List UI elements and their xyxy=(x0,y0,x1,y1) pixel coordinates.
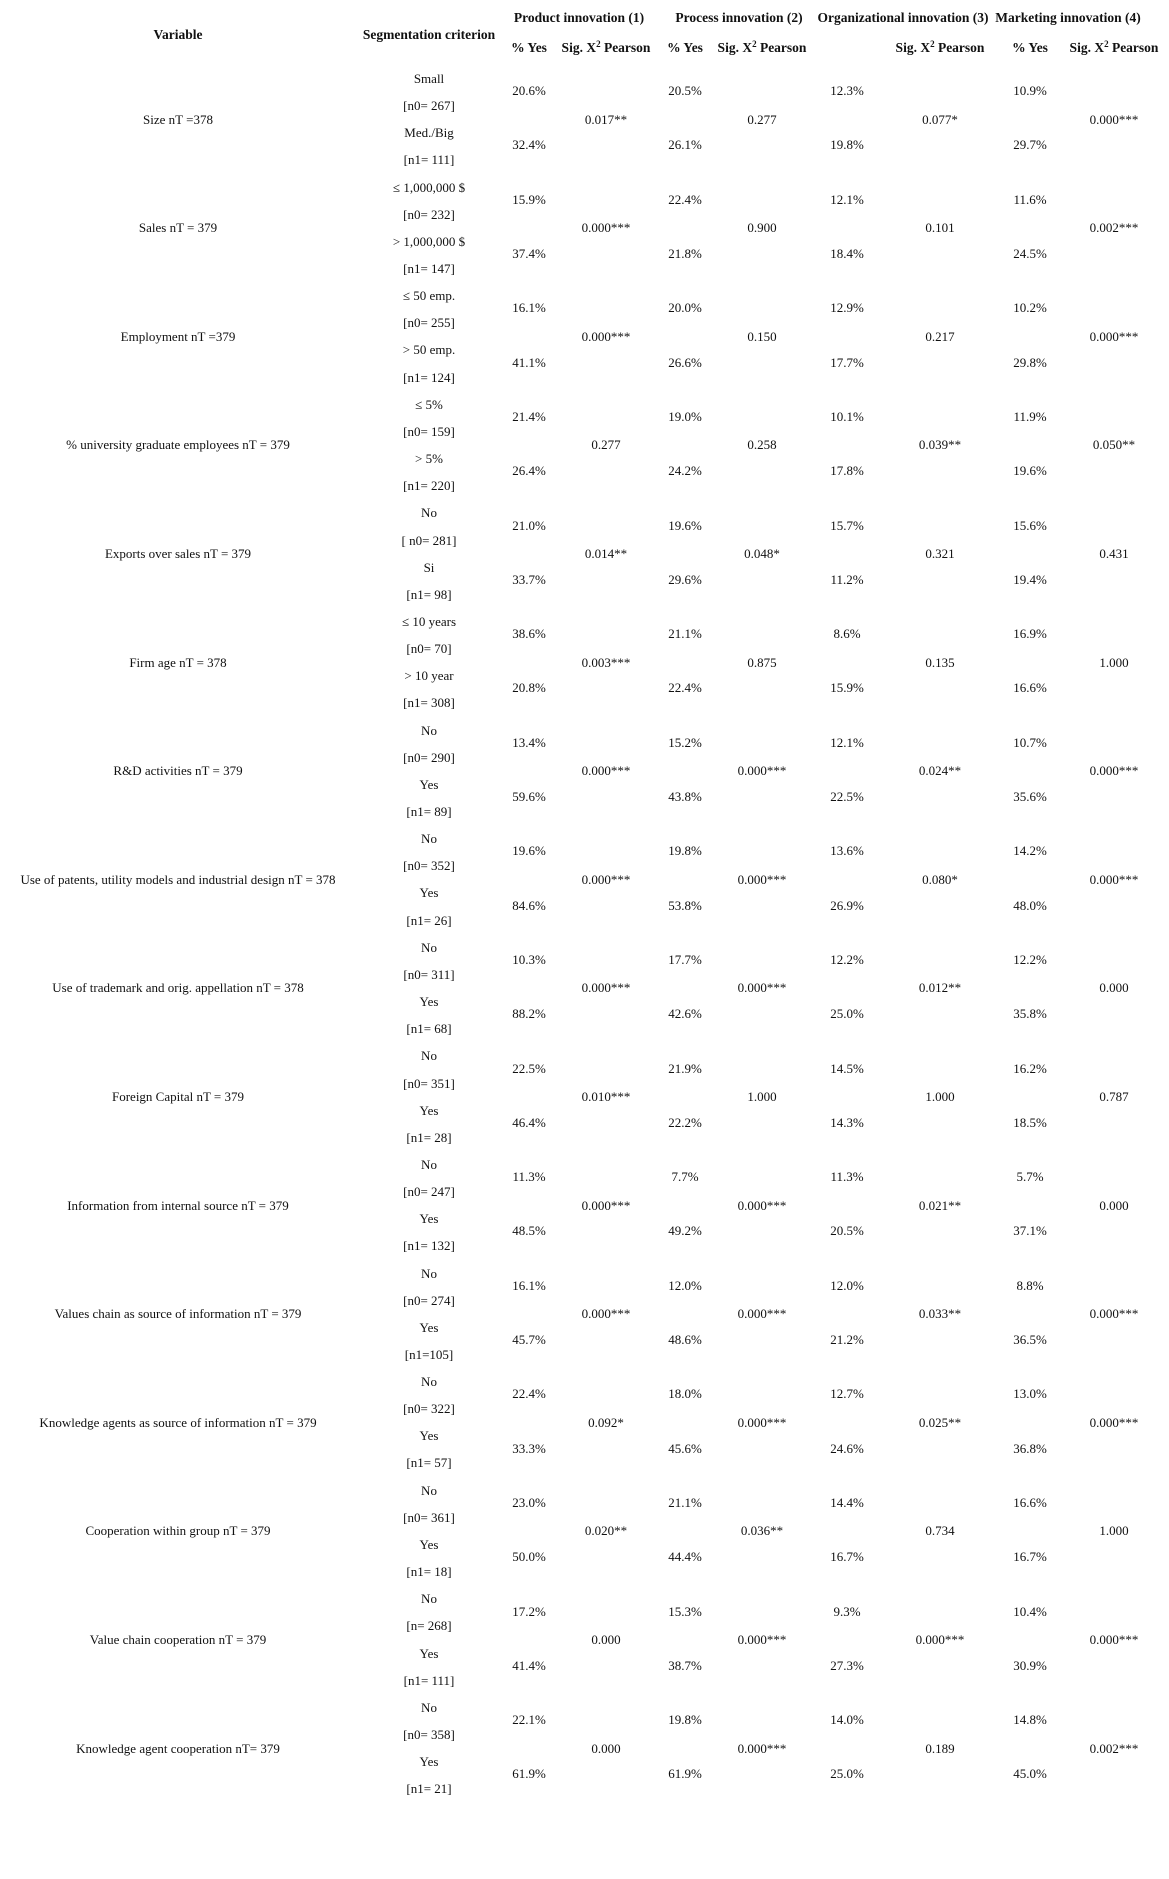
sig-pearson-value: 0.217 xyxy=(925,329,955,344)
segmentation-line: [n0= 70] xyxy=(406,641,452,656)
sig-pearson-value: 0.189 xyxy=(925,1741,955,1756)
segmentation-line: [n0= 255] xyxy=(403,315,455,330)
pct-yes-group1: 33.3% xyxy=(512,1441,546,1456)
segmentation-line: No xyxy=(421,831,437,846)
pct-yes-group1: 45.0% xyxy=(1013,1766,1047,1781)
pct-yes-group1: 16.7% xyxy=(1013,1549,1047,1564)
pct-yes-group0: 16.1% xyxy=(512,1278,546,1293)
sig-pearson-value: 0.875 xyxy=(747,655,777,670)
segmentation-line: [n0= 351] xyxy=(403,1076,455,1091)
pct-yes-group0: 12.0% xyxy=(668,1278,702,1293)
segmentation-line: [n0= 274] xyxy=(403,1293,455,1308)
pct-yes-group1: 48.6% xyxy=(668,1332,702,1347)
variable-label: Knowledge agents as source of information nT = 379 xyxy=(39,1415,317,1430)
pct-yes-group1: 41.4% xyxy=(512,1658,546,1673)
sig-pearson-value: 0.000*** xyxy=(581,329,631,344)
sig-pearson-value: 0.258 xyxy=(747,437,777,452)
pct-yes-group0: 12.2% xyxy=(830,952,864,967)
pct-yes-group1: 24.6% xyxy=(830,1441,864,1456)
header-organizational-innovation: Organizational innovation (3) xyxy=(817,10,989,25)
segmentation-line: ≤ 10 years xyxy=(401,614,457,629)
pct-yes-group0: 7.7% xyxy=(671,1169,699,1184)
pct-yes-group0: 10.4% xyxy=(1013,1604,1047,1619)
variable-label: Use of patents, utility models and industrial design nT = 378 xyxy=(20,872,336,887)
sig-prefix: Sig. X xyxy=(717,40,753,55)
segmentation-line: [n0= 247] xyxy=(403,1184,455,1199)
header-segmentation-criterion: Segmentation criterion xyxy=(362,27,496,42)
sig-prefix: Sig. X xyxy=(1069,40,1105,55)
sig-pearson-value: 0.000*** xyxy=(915,1632,965,1647)
pct-yes-group1: 11.2% xyxy=(830,572,864,587)
segmentation-line: [n1= 132] xyxy=(403,1238,455,1253)
pct-yes-group0: 19.8% xyxy=(668,843,702,858)
pct-yes-group1: 37.1% xyxy=(1013,1223,1047,1238)
subheader-pct-yes: % Yes xyxy=(1012,40,1048,55)
pct-yes-group1: 48.0% xyxy=(1013,898,1047,913)
sig-pearson-value: 0.000*** xyxy=(581,1198,631,1213)
variable-label: Knowledge agent cooperation nT= 379 xyxy=(76,1741,280,1756)
pct-yes-group1: 18.4% xyxy=(830,246,864,261)
sig-pearson-value: 0.000*** xyxy=(581,872,631,887)
variable-label: Size nT =378 xyxy=(143,112,213,127)
segmentation-line: [n1= 98] xyxy=(406,587,452,602)
sig-pearson-value: 0.000*** xyxy=(737,1415,787,1430)
segmentation-line: [n1= 21] xyxy=(406,1781,452,1796)
segmentation-line: [n0= 311] xyxy=(403,967,455,982)
segmentation-line: Med./Big xyxy=(404,125,454,140)
sig-pearson-value: 0.003*** xyxy=(581,655,631,670)
subheader-sig-pearson xyxy=(896,40,985,56)
sig-pearson-value: 0.734 xyxy=(925,1523,955,1538)
sig-pearson-value: 1.000 xyxy=(925,1089,955,1104)
sig-suffix: Pearson xyxy=(600,40,651,55)
pct-yes-group1: 26.1% xyxy=(668,137,702,152)
segmentation-line: [n0= 352] xyxy=(403,858,455,873)
segmentation-line: No xyxy=(421,1157,437,1172)
pct-yes-group1: 21.8% xyxy=(668,246,702,261)
segmentation-line: Yes xyxy=(419,777,439,792)
pct-yes-group0: 21.1% xyxy=(668,1495,702,1510)
pct-yes-group0: 10.1% xyxy=(830,409,864,424)
pct-yes-group1: 20.5% xyxy=(830,1223,864,1238)
subheader-pct-yes: % Yes xyxy=(511,40,547,55)
pct-yes-group0: 15.2% xyxy=(668,735,702,750)
pct-yes-group1: 27.3% xyxy=(830,1658,864,1673)
segmentation-line: [n= 268] xyxy=(406,1618,452,1633)
pct-yes-group0: 19.8% xyxy=(668,1712,702,1727)
pct-yes-group0: 19.6% xyxy=(512,843,546,858)
segmentation-line: [n0= 361] xyxy=(403,1510,455,1525)
pct-yes-group0: 16.6% xyxy=(1013,1495,1047,1510)
header-marketing-innovation: Marketing innovation (4) xyxy=(995,10,1141,25)
sig-pearson-value: 0.000*** xyxy=(1089,1306,1139,1321)
sig-pearson-value: 0.036** xyxy=(740,1523,784,1538)
pct-yes-group1: 20.8% xyxy=(512,680,546,695)
variable-label: Values chain as source of information nT = 379 xyxy=(54,1306,302,1321)
pct-yes-group1: 29.8% xyxy=(1013,355,1047,370)
pct-yes-group1: 21.2% xyxy=(830,1332,864,1347)
segmentation-line: Si xyxy=(423,560,435,575)
pct-yes-group0: 15.6% xyxy=(1013,518,1047,533)
pct-yes-group0: 20.0% xyxy=(668,300,702,315)
pct-yes-group1: 45.7% xyxy=(512,1332,546,1347)
segmentation-line: > 5% xyxy=(415,451,443,466)
pct-yes-group0: 14.8% xyxy=(1013,1712,1047,1727)
pct-yes-group0: 17.2% xyxy=(512,1604,546,1619)
pct-yes-group1: 38.7% xyxy=(668,1658,702,1673)
segmentation-line: [n0= 358] xyxy=(403,1727,455,1742)
pct-yes-group1: 35.6% xyxy=(1013,789,1047,804)
sig-pearson-value: 0.080* xyxy=(922,872,958,887)
pct-yes-group1: 53.8% xyxy=(668,898,702,913)
segmentation-line: [n1= 220] xyxy=(403,478,455,493)
pct-yes-group0: 13.0% xyxy=(1013,1386,1047,1401)
segmentation-line: [n1=105] xyxy=(404,1347,454,1362)
segmentation-line: Yes xyxy=(419,994,439,1009)
pct-yes-group1: 41.1% xyxy=(512,355,546,370)
segmentation-line: > 10 year xyxy=(404,668,454,683)
pct-yes-group1: 49.2% xyxy=(668,1223,702,1238)
pct-yes-group1: 88.2% xyxy=(512,1006,546,1021)
pct-yes-group0: 12.0% xyxy=(830,1278,864,1293)
sig-pearson-value: 0.000*** xyxy=(581,1306,631,1321)
segmentation-line: No xyxy=(421,1483,437,1498)
pct-yes-group1: 25.0% xyxy=(830,1006,864,1021)
segmentation-line: [n1= 28] xyxy=(406,1130,452,1145)
sig-pearson-value: 1.000 xyxy=(747,1089,777,1104)
segmentation-line: No xyxy=(421,1266,437,1281)
pct-yes-group0: 13.4% xyxy=(512,735,546,750)
pct-yes-group1: 17.8% xyxy=(830,463,864,478)
sig-suffix: Pearson xyxy=(934,40,985,55)
pct-yes-group0: 11.9% xyxy=(1013,409,1047,424)
pct-yes-group0: 11.3% xyxy=(830,1169,864,1184)
sig-pearson-value: 0.000 xyxy=(591,1741,621,1756)
pct-yes-group0: 17.7% xyxy=(668,952,702,967)
pct-yes-group0: 12.7% xyxy=(830,1386,864,1401)
pct-yes-group0: 21.1% xyxy=(668,626,702,641)
pct-yes-group1: 44.4% xyxy=(668,1549,702,1564)
pct-yes-group1: 42.6% xyxy=(668,1006,702,1021)
variable-label: Exports over sales nT = 379 xyxy=(104,546,252,561)
sig-pearson-value: 0.020** xyxy=(584,1523,628,1538)
pct-yes-group0: 20.6% xyxy=(512,83,546,98)
variable-label: R&D activities nT = 379 xyxy=(113,763,243,778)
pct-yes-group0: 15.7% xyxy=(830,518,864,533)
pct-yes-group1: 16.6% xyxy=(1013,680,1047,695)
pct-yes-group0: 12.1% xyxy=(830,735,864,750)
sig-pearson-value: 0.000*** xyxy=(581,763,631,778)
pct-yes-group0: 19.6% xyxy=(668,518,702,533)
sig-pearson-value: 0.000*** xyxy=(737,1632,787,1647)
sig-pearson-value: 0.000*** xyxy=(1089,872,1139,887)
pct-yes-group1: 35.8% xyxy=(1013,1006,1047,1021)
pct-yes-group0: 8.8% xyxy=(1016,1278,1044,1293)
segmentation-line: Yes xyxy=(419,885,439,900)
segmentation-line: [n1= 111] xyxy=(403,152,455,167)
segmentation-line: Yes xyxy=(419,1646,439,1661)
sig-pearson-value: 0.039** xyxy=(918,437,962,452)
variable-label: Value chain cooperation nT = 379 xyxy=(89,1632,267,1647)
sig-pearson-value: 0.024** xyxy=(918,763,962,778)
pct-yes-group1: 45.6% xyxy=(668,1441,702,1456)
sig-pearson-value: 0.033** xyxy=(918,1306,962,1321)
pct-yes-group1: 50.0% xyxy=(512,1549,546,1564)
segmentation-line: Small xyxy=(413,71,445,86)
variable-label: % university graduate employees nT = 379 xyxy=(66,437,290,452)
pct-yes-group0: 15.9% xyxy=(512,192,546,207)
segmentation-line: No xyxy=(421,1374,437,1389)
segmentation-line: No xyxy=(421,940,437,955)
subheader-sig-pearson xyxy=(1070,40,1159,56)
segmentation-line: No xyxy=(421,1700,437,1715)
segmentation-line: No xyxy=(421,723,437,738)
pct-yes-group1: 19.6% xyxy=(1013,463,1047,478)
pct-yes-group1: 22.4% xyxy=(668,680,702,695)
pct-yes-group0: 22.4% xyxy=(512,1386,546,1401)
pct-yes-group0: 8.6% xyxy=(833,626,861,641)
pct-yes-group0: 15.3% xyxy=(668,1604,702,1619)
pct-yes-group1: 14.3% xyxy=(830,1115,864,1130)
segmentation-line: No xyxy=(421,1048,437,1063)
pct-yes-group1: 37.4% xyxy=(512,246,546,261)
pct-yes-group0: 18.0% xyxy=(668,1386,702,1401)
sig-pearson-value: 0.150 xyxy=(747,329,777,344)
segmentation-line: Yes xyxy=(419,1754,439,1769)
pct-yes-group1: 22.5% xyxy=(830,789,864,804)
segmentation-line: No xyxy=(421,1591,437,1606)
sig-superscript: 2 xyxy=(596,39,601,49)
sig-pearson-value: 0.000*** xyxy=(737,980,787,995)
pct-yes-group1: 18.5% xyxy=(1013,1115,1047,1130)
segmentation-line: [n0= 267] xyxy=(403,98,455,113)
pct-yes-group1: 26.9% xyxy=(830,898,864,913)
pct-yes-group1: 15.9% xyxy=(830,680,864,695)
sig-pearson-value: 0.000*** xyxy=(737,872,787,887)
segmentation-line: [n1= 57] xyxy=(406,1455,452,1470)
sig-pearson-value: 0.050** xyxy=(1092,437,1136,452)
sig-pearson-value: 0.787 xyxy=(1099,1089,1129,1104)
segmentation-line: ≤ 5% xyxy=(415,397,443,412)
sig-pearson-value: 0.321 xyxy=(925,546,955,561)
pct-yes-group0: 23.0% xyxy=(512,1495,546,1510)
pct-yes-group1: 61.9% xyxy=(512,1766,546,1781)
variable-label: Cooperation within group nT = 379 xyxy=(85,1523,271,1538)
sig-pearson-value: 0.000*** xyxy=(1089,1632,1139,1647)
sig-pearson-value: 0.010*** xyxy=(581,1089,631,1104)
segmentation-line: [n1= 89] xyxy=(406,804,452,819)
pct-yes-group1: 26.6% xyxy=(668,355,702,370)
sig-pearson-value: 0.000*** xyxy=(1089,112,1139,127)
pct-yes-group1: 30.9% xyxy=(1013,1658,1047,1673)
sig-prefix: Sig. X xyxy=(561,40,597,55)
sig-pearson-value: 0.101 xyxy=(925,220,955,235)
pct-yes-group0: 16.1% xyxy=(512,300,546,315)
segmentation-line: > 50 emp. xyxy=(402,342,456,357)
pct-yes-group0: 10.2% xyxy=(1013,300,1047,315)
segmentation-line: [n1= 26] xyxy=(406,913,452,928)
segmentation-line: [n0= 232] xyxy=(403,207,455,222)
pct-yes-group0: 22.1% xyxy=(512,1712,546,1727)
pct-yes-group0: 12.2% xyxy=(1013,952,1047,967)
sig-pearson-value: 0.014** xyxy=(584,546,628,561)
sig-pearson-value: 0.000*** xyxy=(737,1306,787,1321)
sig-pearson-value: 0.000*** xyxy=(581,980,631,995)
pct-yes-group1: 33.7% xyxy=(512,572,546,587)
variable-label: Sales nT = 379 xyxy=(138,220,218,235)
sig-pearson-value: 0.900 xyxy=(747,220,777,235)
sig-pearson-value: 0.000*** xyxy=(581,220,631,235)
sig-pearson-value: 0.000 xyxy=(1099,980,1129,995)
pct-yes-group0: 11.6% xyxy=(1013,192,1047,207)
segmentation-line: Yes xyxy=(419,1211,439,1226)
pct-yes-group0: 21.9% xyxy=(668,1061,702,1076)
sig-pearson-value: 0.000 xyxy=(1099,1198,1129,1213)
sig-superscript: 2 xyxy=(1104,39,1109,49)
pct-yes-group0: 14.5% xyxy=(830,1061,864,1076)
pct-yes-group1: 32.4% xyxy=(512,137,546,152)
sig-pearson-value: 0.000*** xyxy=(737,1198,787,1213)
pct-yes-group1: 17.7% xyxy=(830,355,864,370)
pct-yes-group0: 22.5% xyxy=(512,1061,546,1076)
pct-yes-group0: 12.9% xyxy=(830,300,864,315)
subheader-sig-pearson xyxy=(718,40,807,56)
segmentation-line: [n1= 111] xyxy=(403,1673,455,1688)
pct-yes-group0: 22.4% xyxy=(668,192,702,207)
pct-yes-group0: 19.0% xyxy=(668,409,702,424)
sig-pearson-value: 1.000 xyxy=(1099,1523,1129,1538)
sig-suffix: Pearson xyxy=(1108,40,1159,55)
pct-yes-group1: 19.4% xyxy=(1013,572,1047,587)
pct-yes-group0: 21.4% xyxy=(512,409,546,424)
variable-label: Foreign Capital nT = 379 xyxy=(111,1089,245,1104)
pct-yes-group1: 29.6% xyxy=(668,572,702,587)
pct-yes-group1: 24.2% xyxy=(668,463,702,478)
subheader-sig-pearson xyxy=(562,40,651,56)
pct-yes-group0: 14.2% xyxy=(1013,843,1047,858)
segmentation-line: [n1= 308] xyxy=(403,695,455,710)
sig-pearson-value: 1.000 xyxy=(1099,655,1129,670)
segmentation-line: ≤ 50 emp. xyxy=(402,288,456,303)
sig-pearson-value: 0.000*** xyxy=(737,1741,787,1756)
pct-yes-group1: 19.8% xyxy=(830,137,864,152)
sig-pearson-value: 0.048* xyxy=(744,546,780,561)
sig-pearson-value: 0.021** xyxy=(918,1198,962,1213)
variable-label: Firm age nT = 378 xyxy=(129,655,227,670)
segmentation-line: Yes xyxy=(419,1537,439,1552)
segmentation-line: Yes xyxy=(419,1320,439,1335)
pct-yes-group0: 10.3% xyxy=(512,952,546,967)
pct-yes-group1: 59.6% xyxy=(512,789,546,804)
sig-superscript: 2 xyxy=(930,39,935,49)
pct-yes-group0: 12.1% xyxy=(830,192,864,207)
sig-pearson-value: 0.135 xyxy=(925,655,955,670)
segmentation-line: [n0= 322] xyxy=(403,1401,455,1416)
pct-yes-group0: 13.6% xyxy=(830,843,864,858)
segmentation-line: [n1= 147] xyxy=(403,261,455,276)
sig-pearson-value: 0.092* xyxy=(588,1415,624,1430)
sig-pearson-value: 0.012** xyxy=(918,980,962,995)
sig-pearson-value: 0.431 xyxy=(1099,546,1129,561)
segmentation-line: No xyxy=(421,505,437,520)
pct-yes-group0: 16.9% xyxy=(1013,626,1047,641)
header-variable: Variable xyxy=(153,27,203,42)
sig-pearson-value: 0.277 xyxy=(747,112,777,127)
pct-yes-group0: 14.0% xyxy=(830,1712,864,1727)
pct-yes-group0: 11.3% xyxy=(512,1169,546,1184)
sig-pearson-value: 0.077* xyxy=(922,112,958,127)
pct-yes-group1: 43.8% xyxy=(668,789,702,804)
segmentation-line: [ n0= 281] xyxy=(401,533,457,548)
pct-yes-group0: 5.7% xyxy=(1016,1169,1044,1184)
pct-yes-group0: 9.3% xyxy=(833,1604,861,1619)
sig-prefix: Sig. X xyxy=(895,40,931,55)
sig-pearson-value: 0.002*** xyxy=(1089,1741,1139,1756)
variable-label: Employment nT =379 xyxy=(120,329,236,344)
pct-yes-group1: 22.2% xyxy=(668,1115,702,1130)
segmentation-line: > 1,000,000 $ xyxy=(392,234,466,249)
sig-pearson-value: 0.025** xyxy=(918,1415,962,1430)
pct-yes-group0: 14.4% xyxy=(830,1495,864,1510)
pct-yes-group1: 26.4% xyxy=(512,463,546,478)
sig-pearson-value: 0.000*** xyxy=(1089,1415,1139,1430)
pct-yes-group1: 46.4% xyxy=(512,1115,546,1130)
pct-yes-group0: 20.5% xyxy=(668,83,702,98)
segmentation-line: [n0= 159] xyxy=(403,424,455,439)
pct-yes-group0: 38.6% xyxy=(512,626,546,641)
sig-suffix: Pearson xyxy=(756,40,807,55)
sig-pearson-value: 0.000*** xyxy=(1089,763,1139,778)
pct-yes-group1: 36.5% xyxy=(1013,1332,1047,1347)
pct-yes-group1: 36.8% xyxy=(1013,1441,1047,1456)
sig-superscript: 2 xyxy=(752,39,757,49)
sig-pearson-value: 0.277 xyxy=(591,437,621,452)
variable-label: Use of trademark and orig. appellation nT = 378 xyxy=(52,980,304,995)
segmentation-line: Yes xyxy=(419,1428,439,1443)
pct-yes-group0: 10.7% xyxy=(1013,735,1047,750)
sig-pearson-value: 0.017** xyxy=(584,112,628,127)
segmentation-line: [n1= 124] xyxy=(403,370,455,385)
pct-yes-group0: 16.2% xyxy=(1013,1061,1047,1076)
pct-yes-group1: 61.9% xyxy=(668,1766,702,1781)
subheader-pct-yes: % Yes xyxy=(667,40,703,55)
pct-yes-group1: 24.5% xyxy=(1013,246,1047,261)
sig-pearson-value: 0.002*** xyxy=(1089,220,1139,235)
header-product-innovation: Product innovation (1) xyxy=(513,10,645,25)
pct-yes-group1: 48.5% xyxy=(512,1223,546,1238)
sig-pearson-value: 0.000*** xyxy=(1089,329,1139,344)
segmentation-line: [n1= 18] xyxy=(406,1564,452,1579)
sig-pearson-value: 0.000*** xyxy=(737,763,787,778)
pct-yes-group1: 25.0% xyxy=(830,1766,864,1781)
variable-label: Information from internal source nT = 379 xyxy=(67,1198,289,1213)
pct-yes-group1: 29.7% xyxy=(1013,137,1047,152)
sig-pearson-value: 0.000 xyxy=(591,1632,621,1647)
pct-yes-group1: 84.6% xyxy=(512,898,546,913)
pct-yes-group0: 12.3% xyxy=(830,83,864,98)
segmentation-line: [n1= 68] xyxy=(406,1021,452,1036)
pct-yes-group1: 16.7% xyxy=(830,1549,864,1564)
pct-yes-group0: 10.9% xyxy=(1013,83,1047,98)
segmentation-line: [n0= 290] xyxy=(403,750,455,765)
segmentation-line: ≤ 1,000,000 $ xyxy=(392,180,466,195)
header-process-innovation: Process innovation (2) xyxy=(675,10,803,25)
pct-yes-group0: 21.0% xyxy=(512,518,546,533)
segmentation-line: Yes xyxy=(419,1103,439,1118)
